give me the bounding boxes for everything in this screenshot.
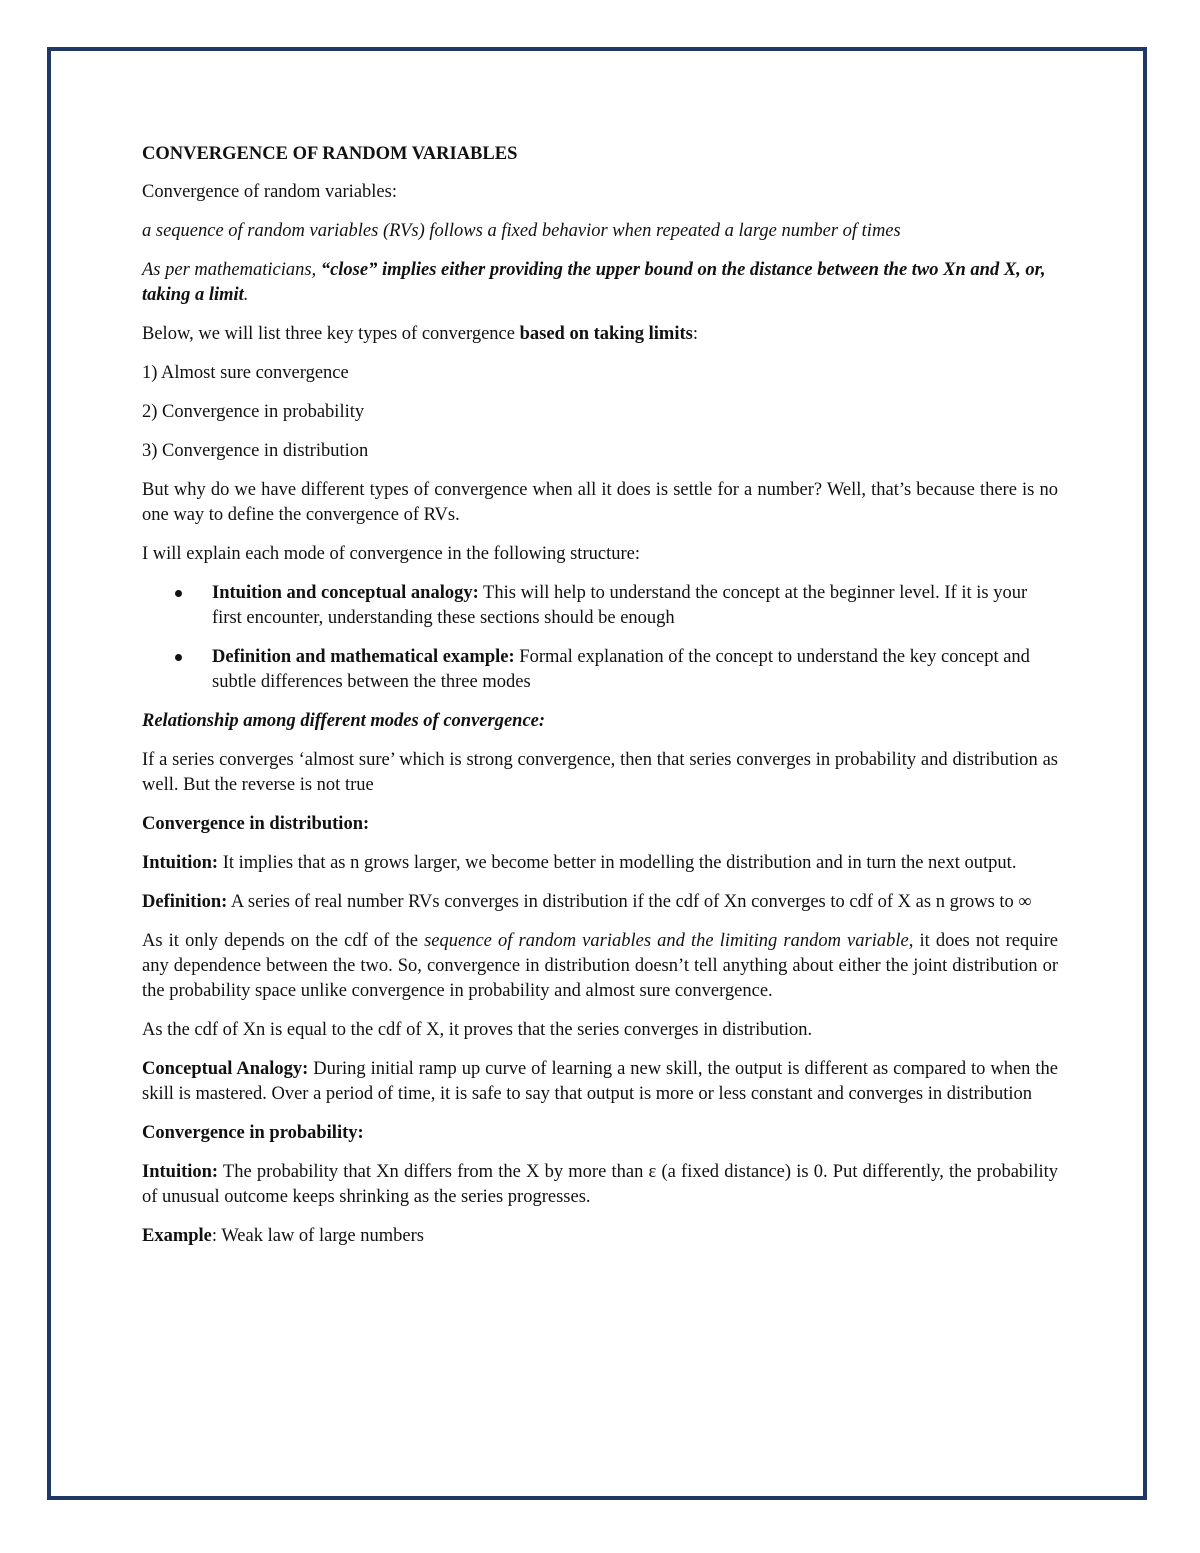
structure-item-label: Definition and mathematical example:: [212, 647, 515, 667]
distribution-heading: Convergence in distribution:: [142, 814, 370, 834]
structure-item-text: Formal explanation of the concept to understand the key concept and subtle differences between the three modes: [212, 647, 1030, 692]
distribution-definition: [142, 890, 1058, 915]
distribution-cdf-paragraph: [142, 929, 1058, 1004]
type-item: 2) Convergence in probability: [142, 402, 365, 422]
probability-example-label: Example: [142, 1226, 212, 1246]
structure-intro: I will explain each mode of convergence in the following structure:: [142, 544, 640, 564]
type-item: 1) Almost sure convergence: [142, 363, 349, 383]
close-bold: “close” implies either providing the upper bound on the distance between the two Xn and X, or, taking a limit: [142, 260, 1046, 305]
below-bold: based on taking limits: [519, 324, 693, 344]
document-title: CONVERGENCE OF RANDOM VARIABLES: [142, 144, 518, 164]
cdf-prefix: As it only depends on the cdf of the: [142, 931, 425, 951]
probability-example-text: : Weak law of large numbers: [211, 1226, 424, 1246]
distribution-analogy-label: Conceptual Analogy:: [142, 1059, 309, 1079]
below-paragraph: [142, 322, 1058, 347]
distribution-analogy: [142, 1057, 1058, 1107]
distribution-equal-paragraph: As the cdf of Xn is equal to the cdf of X, it proves that the series converges in distribution.: [142, 1020, 813, 1040]
probability-intuition-text: The probability that Xn differs from the X by more than ε (a fixed distance) is 0. Put differently, the probability of unusual outcome keeps shrinking as the series progresses.: [142, 1162, 1058, 1207]
distribution-definition-text: A series of real number RVs converges in distribution if the cdf of Xn converges to cdf of X as n grows to ∞: [227, 892, 1032, 912]
structure-item-text: This will help to understand the concept at the beginner level. If it is your first encounter, understanding these sections should be enough: [212, 583, 1028, 628]
bullet-icon: [175, 654, 182, 661]
close-prefix: As per mathematicians,: [142, 260, 321, 280]
structure-item: [142, 645, 1058, 695]
probability-intuition: [142, 1160, 1058, 1210]
relationship-heading: Relationship among different modes of convergence:: [142, 711, 546, 731]
document-body: [142, 140, 1058, 1263]
below-suffix: :: [692, 324, 698, 344]
why-paragraph: But why do we have different types of convergence when all it does is settle for a number? Well, that’s because there is no one way to define the convergence of RVs.: [142, 480, 1058, 525]
distribution-intuition-text: It implies that as n grows larger, we become better in modelling the distribution and in turn the next output.: [218, 853, 1017, 873]
close-suffix: .: [243, 285, 249, 305]
structure-list: [142, 581, 1058, 695]
intro-definition: a sequence of random variables (RVs) follows a fixed behavior when repeated a large number of times: [142, 221, 901, 241]
distribution-intuition-label: Intuition:: [142, 853, 219, 873]
close-paragraph: [142, 258, 1058, 308]
bullet-icon: [175, 590, 182, 597]
probability-intuition-label: Intuition:: [142, 1162, 219, 1182]
probability-example: [142, 1224, 1058, 1249]
below-text: Below, we will list three key types of convergence: [142, 324, 520, 344]
relationship-text: If a series converges ‘almost sure’ which is strong convergence, then that series converges in probability and distribution as well. But the reverse is not true: [142, 750, 1058, 795]
distribution-intuition: [142, 851, 1058, 876]
type-item: 3) Convergence in distribution: [142, 441, 369, 461]
structure-item-label: Intuition and conceptual analogy:: [212, 583, 479, 603]
probability-heading: Convergence in probability:: [142, 1123, 364, 1143]
intro-label: Convergence of random variables:: [142, 182, 397, 202]
cdf-italic: sequence of random variables and the limiting random variable: [424, 931, 909, 951]
structure-item: [142, 581, 1058, 631]
distribution-analogy-text: During initial ramp up curve of learning a new skill, the output is different as compared to when the skill is mastered. Over a period of time, it is safe to say that output is more or less constant and converges in distribution: [142, 1059, 1058, 1104]
distribution-definition-label: Definition:: [142, 892, 228, 912]
cdf-suffix: , it does not require any dependence between the two. So, convergence in distribution doesn’t tell anything about either the joint distribution or the probability space unlike convergence in probability and almost sure convergence.: [142, 931, 1058, 1001]
